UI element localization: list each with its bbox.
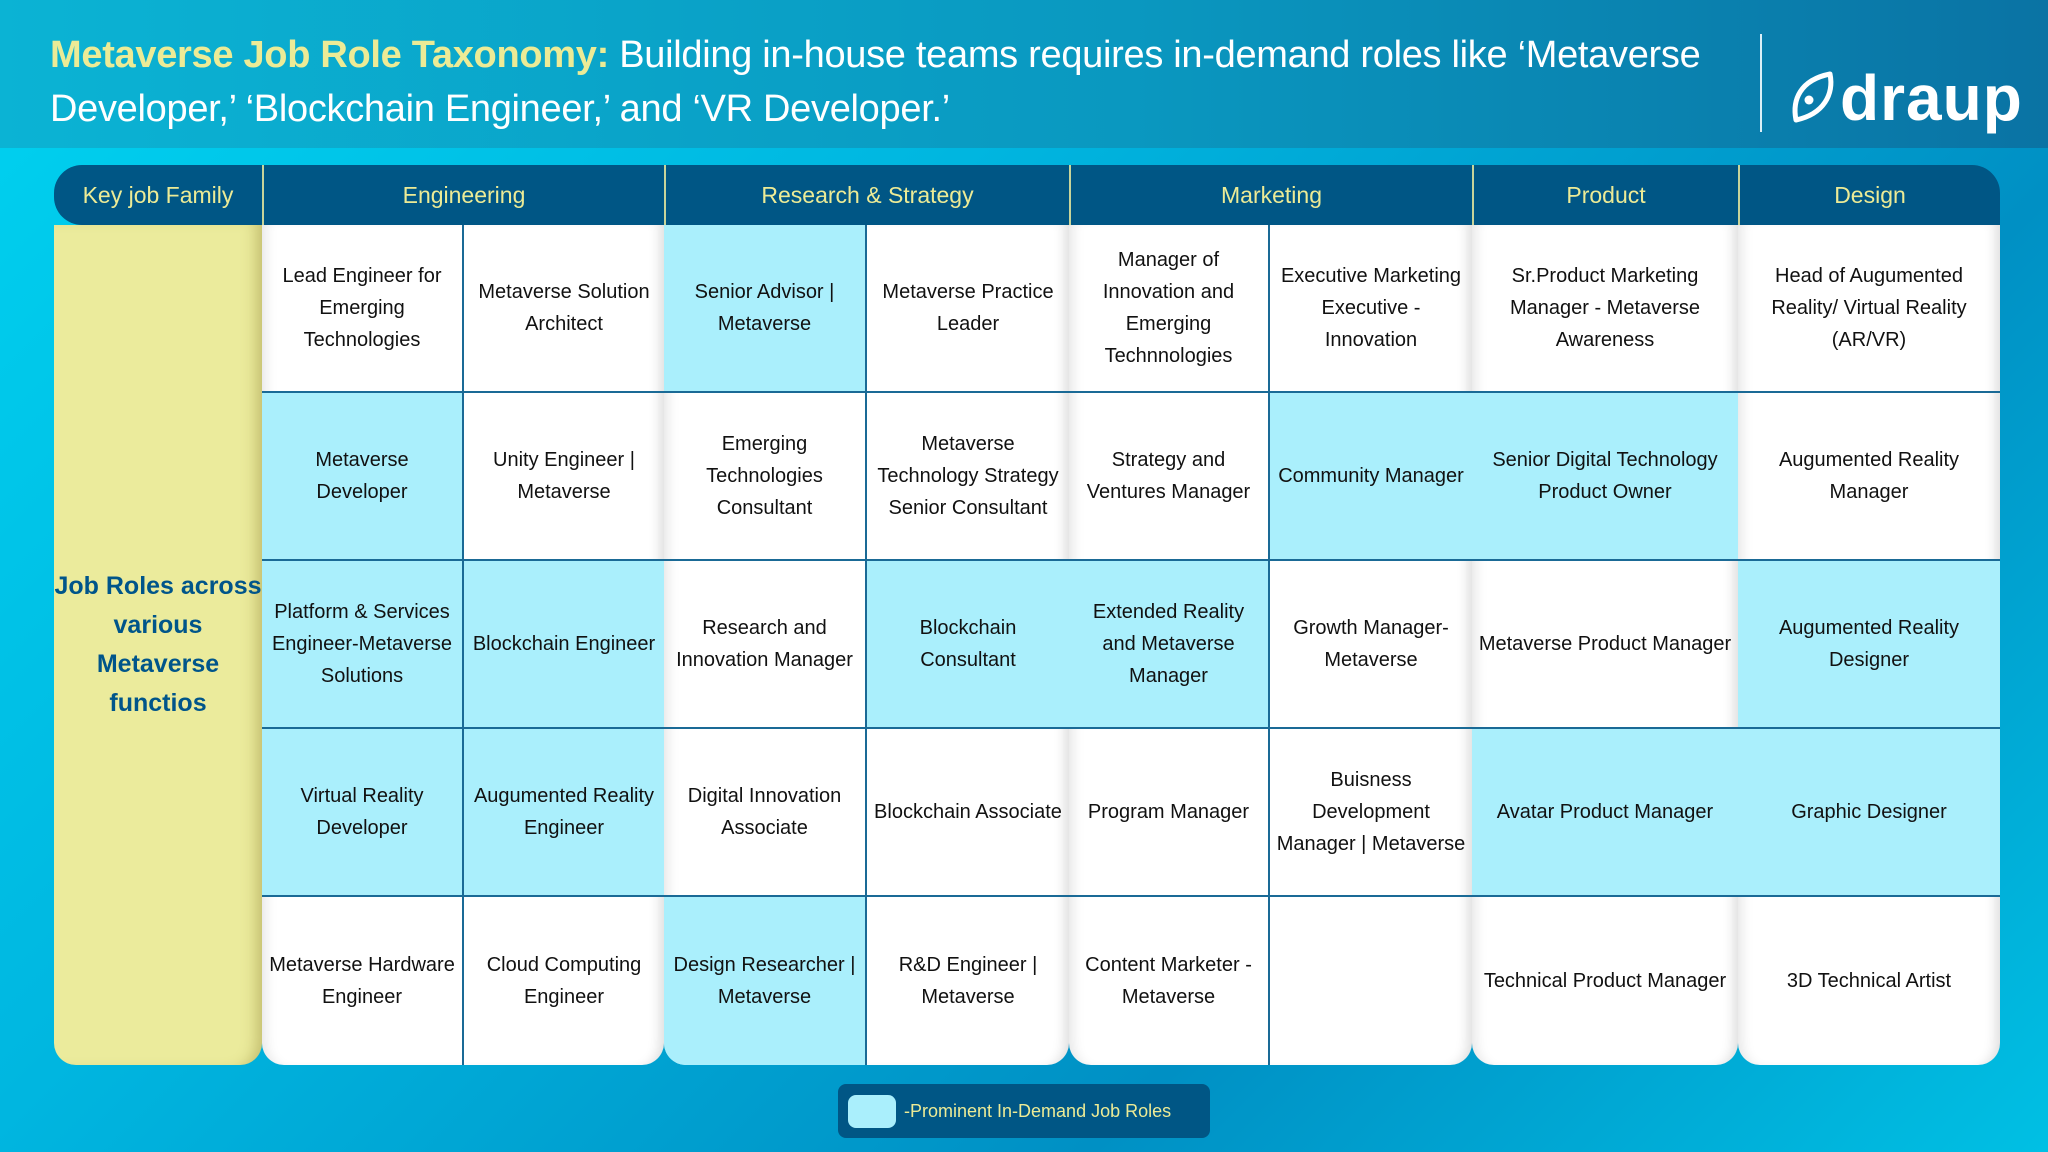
legend [838, 1084, 1210, 1138]
job-role-cell-in-demand: Virtual Reality Developer [262, 729, 464, 897]
header-engineering: Engineering [262, 165, 664, 225]
job-role-cell: Cloud Computing Engineer [486, 954, 642, 1008]
job-role-cell: Metaverse Solution Architect [464, 225, 664, 393]
key-column-label: Job Roles across various Metaverse functios [54, 572, 262, 717]
job-role-cell: 3D Technical Artist [1786, 970, 1952, 992]
job-role-cell: Strategy and Ventures Manager [1069, 393, 1270, 561]
title-subtitle: Building in-house teams requires in-demand roles like ‘Metaverse Developer,’ ‘Blockchain Engineer,’ and ‘VR Developer.’ [50, 34, 1701, 130]
header-research-strategy: Research & Strategy [664, 165, 1069, 225]
logo-text: draup [1840, 62, 2023, 134]
key-column [54, 225, 262, 1065]
title-highlight: Metaverse Job Role Taxonomy: [50, 34, 609, 76]
job-role-cell: Manager of Innovation and Emerging Technnologies [1069, 225, 1270, 393]
job-role-cell: Metaverse Practice Leader [867, 225, 1069, 393]
job-role-cell: Technical Product Manager [1483, 970, 1727, 992]
job-role-cell: Content Marketer - Metaverse [1069, 897, 1270, 1065]
job-role-cell: Growth Manager-Metaverse [1270, 561, 1472, 729]
job-role-cell: Program Manager [1069, 729, 1270, 897]
job-role-cell-in-demand: Blockchain Consultant [867, 561, 1069, 729]
legend-swatch [848, 1095, 896, 1128]
job-role-cell-in-demand: Graphic Designer [1738, 729, 2000, 897]
job-role-cell: Buisness Development Manager | Metaverse [1270, 729, 1472, 897]
job-role-cell-in-demand: Platform & Services Engineer-Metaverse Solutions [262, 561, 464, 729]
family-design [1738, 225, 2000, 1065]
job-role-cell: Executive Marketing Executive -Innovation [1270, 225, 1472, 393]
job-role-cell: Augumented Reality Manager [1738, 393, 2000, 561]
job-role-cell-in-demand: Senior Advisor | Metaverse [664, 225, 867, 393]
logo-divider [1760, 34, 1762, 132]
legend-label: -Prominent In-Demand Job Roles [904, 1100, 1172, 1121]
table-header-row [54, 165, 2000, 225]
job-role-cell-in-demand: Design Researcher | Metaverse [664, 897, 867, 1065]
draup-logo [1790, 40, 2023, 134]
header-key-job-family: Key job Family [82, 181, 234, 208]
job-role-cell: Head of Augumented Reality/ Virtual Reality (AR/VR) [1738, 225, 2000, 393]
header-design: Design [1738, 165, 2000, 225]
job-role-cell-in-demand: Avatar Product Manager [1472, 729, 1738, 897]
job-role-cell-in-demand: Extended Reality and Metaverse Manager [1069, 561, 1270, 729]
job-role-cell-in-demand: Senior Digital Technology Product Owner [1472, 393, 1738, 561]
family-product [1472, 225, 1738, 1065]
page-title [50, 28, 1730, 136]
job-role-cell-in-demand: Blockchain Engineer [464, 561, 664, 729]
job-role-cell: Metaverse Technology Strategy Senior Consultant [867, 393, 1069, 561]
job-role-cell: Metaverse Hardware Engineer [262, 897, 464, 1065]
job-role-cell: Emerging Technologies Consultant [664, 393, 867, 561]
header-product: Product [1472, 165, 1738, 225]
job-role-cell: R&D Engineer | Metaverse [898, 954, 1038, 1008]
job-role-cell: Research and Innovation Manager [664, 561, 867, 729]
family-research-strategy [664, 225, 1069, 1065]
job-role-cell: Blockchain Associate [867, 729, 1069, 897]
job-role-cell: Unity Engineer | Metaverse [464, 393, 664, 561]
header-marketing: Marketing [1069, 165, 1472, 225]
job-role-cell-in-demand: Augumented Reality Designer [1738, 561, 2000, 729]
job-role-cell: Metaverse Product Manager [1472, 561, 1738, 729]
job-role-cell [1270, 897, 1472, 1065]
job-role-cell-in-demand: Augumented Reality Engineer [464, 729, 664, 897]
job-role-cell: Lead Engineer for Emerging Technologies [262, 225, 464, 393]
family-engineering [262, 225, 664, 1065]
job-role-cell-in-demand: Community Manager [1270, 393, 1472, 561]
family-marketing [1069, 225, 1472, 1065]
job-role-cell-in-demand: Metaverse Developer [262, 393, 464, 561]
job-role-cell: Sr.Product Marketing Manager - Metaverse Awareness [1472, 225, 1738, 393]
draup-leaf-icon [1790, 70, 1836, 130]
job-role-cell: Digital Innovation Associate [664, 729, 867, 897]
